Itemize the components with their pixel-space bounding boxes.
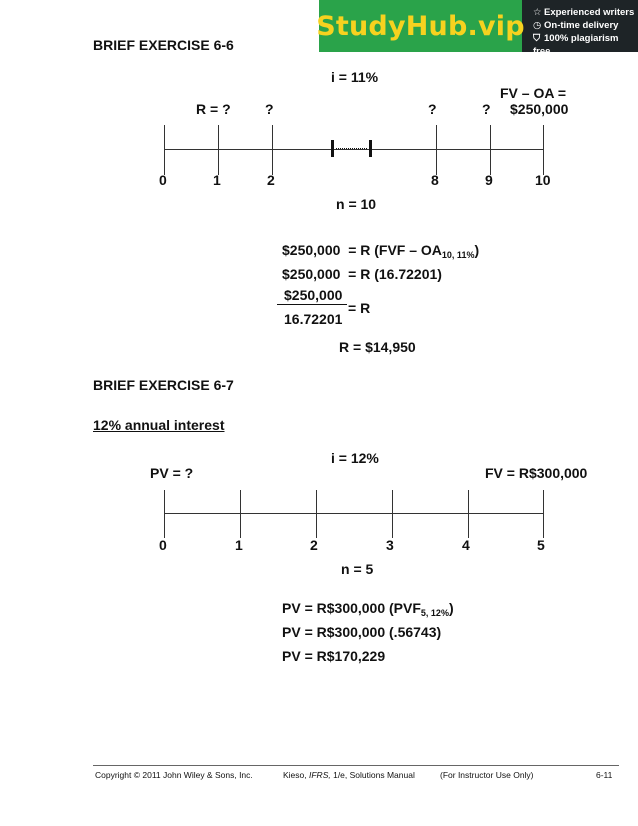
interest-rate-label: i = 11% <box>331 69 379 85</box>
equation-line: PV = R$300,000 $(PVF_{5, 12\%})$ <box>282 600 454 618</box>
future-value-label: FV = R$300,000 <box>485 465 588 481</box>
unknown-payment: ? <box>428 101 437 117</box>
fraction-bar <box>277 304 347 305</box>
period-tick <box>543 490 544 538</box>
timeline-gap <box>336 148 367 149</box>
timeline-break-mark <box>331 140 334 157</box>
unknown-payment: ? <box>265 101 274 117</box>
exercise-subheading: 12% annual interest <box>93 417 225 433</box>
feature-item: ◷ On-time delivery <box>533 20 619 31</box>
periods-label: n = 10 <box>336 196 377 212</box>
period-label: 5 <box>537 537 545 553</box>
period-tick <box>164 125 165 175</box>
interest-rate-label: i = 12% <box>331 450 379 466</box>
footer-copyright: Copyright © 2011 John Wiley & Sons, Inc. <box>95 770 253 780</box>
feature-item: ⛉ 100% plagiarism free <box>533 33 619 57</box>
period-tick <box>468 490 469 538</box>
star-icon: ☆ <box>533 7 542 18</box>
exercise-6-7-heading: BRIEF EXERCISE 6-7 <box>93 377 234 393</box>
period-tick <box>392 490 393 538</box>
period-label: 2 <box>310 537 318 553</box>
period-label: 0 <box>159 537 167 553</box>
timeline-axis <box>164 149 544 150</box>
result-line: R = $14,950 <box>339 339 416 355</box>
fraction-numerator: $250,000 <box>284 287 343 303</box>
unknown-payment: ? <box>482 101 491 117</box>
equation-line: PV = R$300,000 (.56743) <box>282 624 442 640</box>
period-label: 10 <box>535 172 551 188</box>
periods-label: n = 5 <box>341 561 374 577</box>
period-tick <box>490 125 491 175</box>
payment-label: R = ? <box>196 101 231 117</box>
ad-banner[interactable] <box>316 0 638 57</box>
equation-line: $250,000 = R (16.72201) <box>282 266 442 282</box>
fraction-denominator: 16.72201 <box>284 311 343 327</box>
period-tick <box>240 490 241 538</box>
timeline-axis <box>164 513 544 514</box>
feature-item: ☆ Experienced writers <box>533 7 635 18</box>
footer-book: Kieso, IFRS, 1/e, Solutions Manual <box>283 770 415 780</box>
period-label: 9 <box>485 172 493 188</box>
period-label: 3 <box>386 537 394 553</box>
period-tick <box>164 490 165 538</box>
page-number: 6-11 <box>596 770 613 780</box>
period-label: 2 <box>267 172 275 188</box>
present-value-label: PV = ? <box>150 465 194 481</box>
logo-text: StudyHub.vip <box>316 10 525 42</box>
period-tick <box>272 125 273 175</box>
period-tick <box>316 490 317 538</box>
timeline-break-mark <box>369 140 372 157</box>
fv-oa-label: FV – OA = <box>500 85 567 101</box>
exercise-6-6-heading: BRIEF EXERCISE 6-6 <box>93 37 234 53</box>
studyhub-logo[interactable] <box>316 0 525 52</box>
period-label: 4 <box>462 537 470 553</box>
result-line: PV = R$170,229 <box>282 648 386 664</box>
equation-line: $250,000 = R $(FVF - OA_{10, 11\%})$ <box>282 242 480 260</box>
shield-check-icon: ⛉ <box>533 33 541 44</box>
period-label: 1 <box>235 537 243 553</box>
clock-icon: ◷ <box>533 20 542 31</box>
period-tick <box>543 125 544 175</box>
footer-divider <box>93 765 619 766</box>
period-tick <box>436 125 437 175</box>
future-value-amount: $250,000 <box>510 101 569 117</box>
period-label: 8 <box>431 172 439 188</box>
period-label: 1 <box>213 172 221 188</box>
fraction-result: = R <box>348 300 371 316</box>
period-tick <box>218 125 219 175</box>
footer-note: (For Instructor Use Only) <box>440 770 534 780</box>
feature-list <box>533 6 638 58</box>
period-label: 0 <box>159 172 167 188</box>
